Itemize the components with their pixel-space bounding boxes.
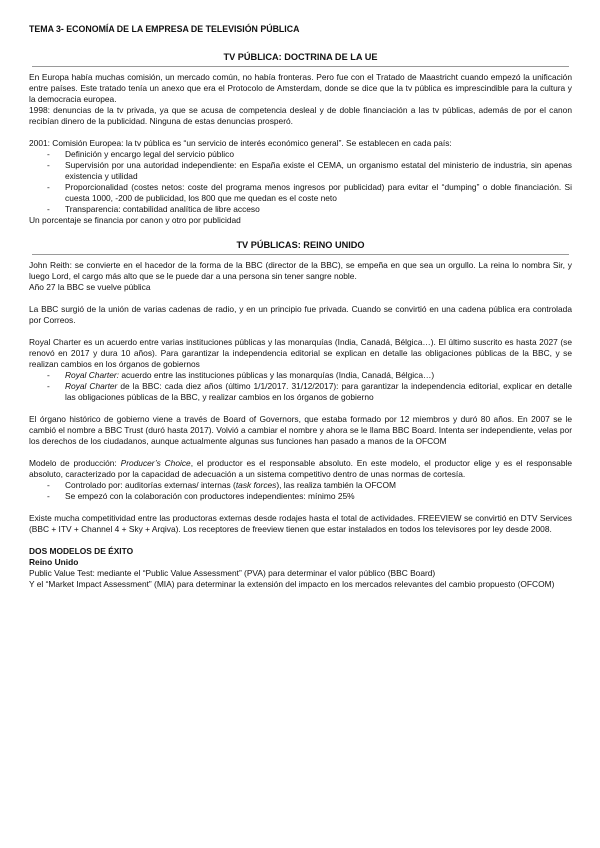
paragraph-john-reith: John Reith: se convierte en el hacedor de la forma de la BBC (director de la BBC), se empeña en que sea un orgullo. La reina lo nombra Sir, y luego Lord, el cargo más alto que se le puede dar a una persona sin tener sangre noble. (29, 260, 572, 281)
list-item: - Se empezó con la colaboración con productores independientes: mínimo 25% (29, 491, 572, 502)
spacer (29, 326, 572, 337)
spacer (29, 502, 572, 513)
list-item: - Supervisión por una autoridad independiente: en España existe el CEMA, un organismo estatal del ministerio de industria, sin apenas existencia y utilidad (29, 160, 572, 182)
spacer (29, 403, 572, 414)
list-item: - Proporcionalidad (costes netos: coste del programa menos ingresos por publicidad) para evitar el “dumping” o doble financiación. Si cuesta 1000, -200 de publicidad, los 800 que me quedan es el coste neto (29, 182, 572, 204)
emphasis: Royal Charter (65, 381, 118, 391)
emphasis: task forces (235, 480, 277, 490)
production-list (29, 480, 572, 502)
section-heading-uk: TV PÚBLICAS: REINO UNIDO (236, 240, 365, 250)
spacer (29, 535, 572, 546)
section-divider (32, 66, 569, 67)
section-heading-eu: TV PÚBLICA: DOCTRINA DE LA UE (223, 52, 378, 62)
paragraph-bbc-origin: La BBC surgió de la unión de varias cadenas de radio, y en un principio fue privada. Cuando se convirtió en una cadena pública era controlada por Correos. (29, 304, 572, 325)
paragraph-2001: 2001: Comisión Europea: la tv pública es “un servicio de interés económico general”. Se establecen en cada país: (29, 138, 452, 148)
text-run: Modelo de producción: (29, 458, 121, 468)
spacer (29, 447, 572, 458)
paragraph-funding: Un porcentaje se financia por canon y otro por publicidad (29, 215, 241, 225)
document-title: TEMA 3- ECONOMÍA DE LA EMPRESA DE TELEVISIÓN PÚBLICA (29, 24, 300, 34)
eu-requirements-list (29, 149, 572, 215)
list-item: - Transparencia: contabilidad analítica de libre acceso (29, 204, 572, 215)
paragraph-public-value-test: Public Value Test: mediante el “Public Value Assessment” (PVA) para determinar el valor público (BBC Board) (29, 568, 436, 578)
list-item-text: de la BBC: cada diez años (último 1/1/2017. 31/12/2017): para garantizar la independencia editorial, explicar en detalle las obligaciones públicas de la BBC, y realizar cambios en los órganos de gobierno (65, 381, 572, 402)
list-item-text: acuerdo entre las instituciones públicas y las monarquías (India, Canadá, Bélgica…) (119, 370, 435, 380)
text-run: , el productor es el responsable absoluto. En este modelo, el productor elige y es el responsable absoluto, caracterizado por la capacidad de adecuación a un sistema competitivo dentro de unas normas de cortesía. (29, 458, 573, 479)
paragraph-production-model (29, 458, 572, 480)
paragraph-royal-charter: Royal Charter es un acuerdo entre varias instituciones públicas y las monarquías (India, Canadá, Bélgica…). El último suscrito es hasta 2027 (se renovó en 2017 y dura 10 años). Para garantizar la independencia editorial se explican en detalle las obligaciones públicas de la BBC, y se realizan cambios en los órganos de gobiernos (29, 337, 572, 369)
emphasis: Producer’s Choice (120, 458, 191, 468)
section-heading-success-models: DOS MODELOS DE ÉXITO (29, 546, 134, 556)
subheading-uk: Reino Unido (29, 557, 79, 567)
paragraph-governance: El órgano histórico de gobierno viene a través de Board of Governors, que estaba formado por 12 miembros y duró 80 años. En 2007 se le cambió el nombre a BBC Trust (duró hasta 2017). Volvió a cambiar el nombre y ahora se le llama BBC Board. Intenta ser independiente, velas por los derechos de los ciudadanos, aunque actualmente algunas sus funciones han pasado a manos de la OFCOM (29, 414, 572, 446)
list-item: - Definición y encargo legal del servicio público (29, 149, 572, 160)
list-item (29, 480, 572, 491)
text-run: Controlado por: auditorías externas/ internas ( (65, 480, 236, 490)
spacer (29, 293, 572, 304)
section-divider (32, 254, 569, 255)
list-item (29, 370, 572, 381)
paragraph-maastricht: En Europa había muchas comisión, un mercado común, no había fronteras. Pero fue con el Tratado de Maastricht cuando empezó la unificación entre países. Este tratado tenía un anexo que era el Protocolo de Amsterdam, donde se dice que la tv pública es imprescindible para la cultura y la democracia europea. (29, 72, 572, 104)
emphasis: Royal Charter: (65, 370, 119, 380)
list-item (29, 381, 572, 403)
spacer (29, 127, 572, 138)
text-run: ), las realiza también la OFCOM (276, 480, 396, 490)
paragraph-year-27: Año 27 la BBC se vuelve pública (29, 282, 151, 292)
paragraph-freeview: Existe mucha competitividad entre las productoras externas desde rodajes hasta el total de actividades. FREEVIEW se convirtió en DTV Services (BBC + ITV + Channel 4 + Sky + Arqiva). Los receptores de freeview tienen que estar instalados en todos los televisores por ley desde 2008. (29, 513, 572, 534)
royal-charter-list (29, 370, 572, 403)
spacer (29, 226, 572, 240)
paragraph-1998: 1998: denuncias de la tv privada, ya que se acusa de competencia desleal y de doble financiación a las tv públicas, además de por el canon recibían dinero de la publicidad. Ninguna de estas denuncias prosperó. (29, 105, 572, 126)
paragraph-market-impact: Y el “Market Impact Assessment” (MIA) para determinar la extensión del impacto en los mercados relevantes del cambio propuesto (OFCOM) (29, 579, 555, 589)
